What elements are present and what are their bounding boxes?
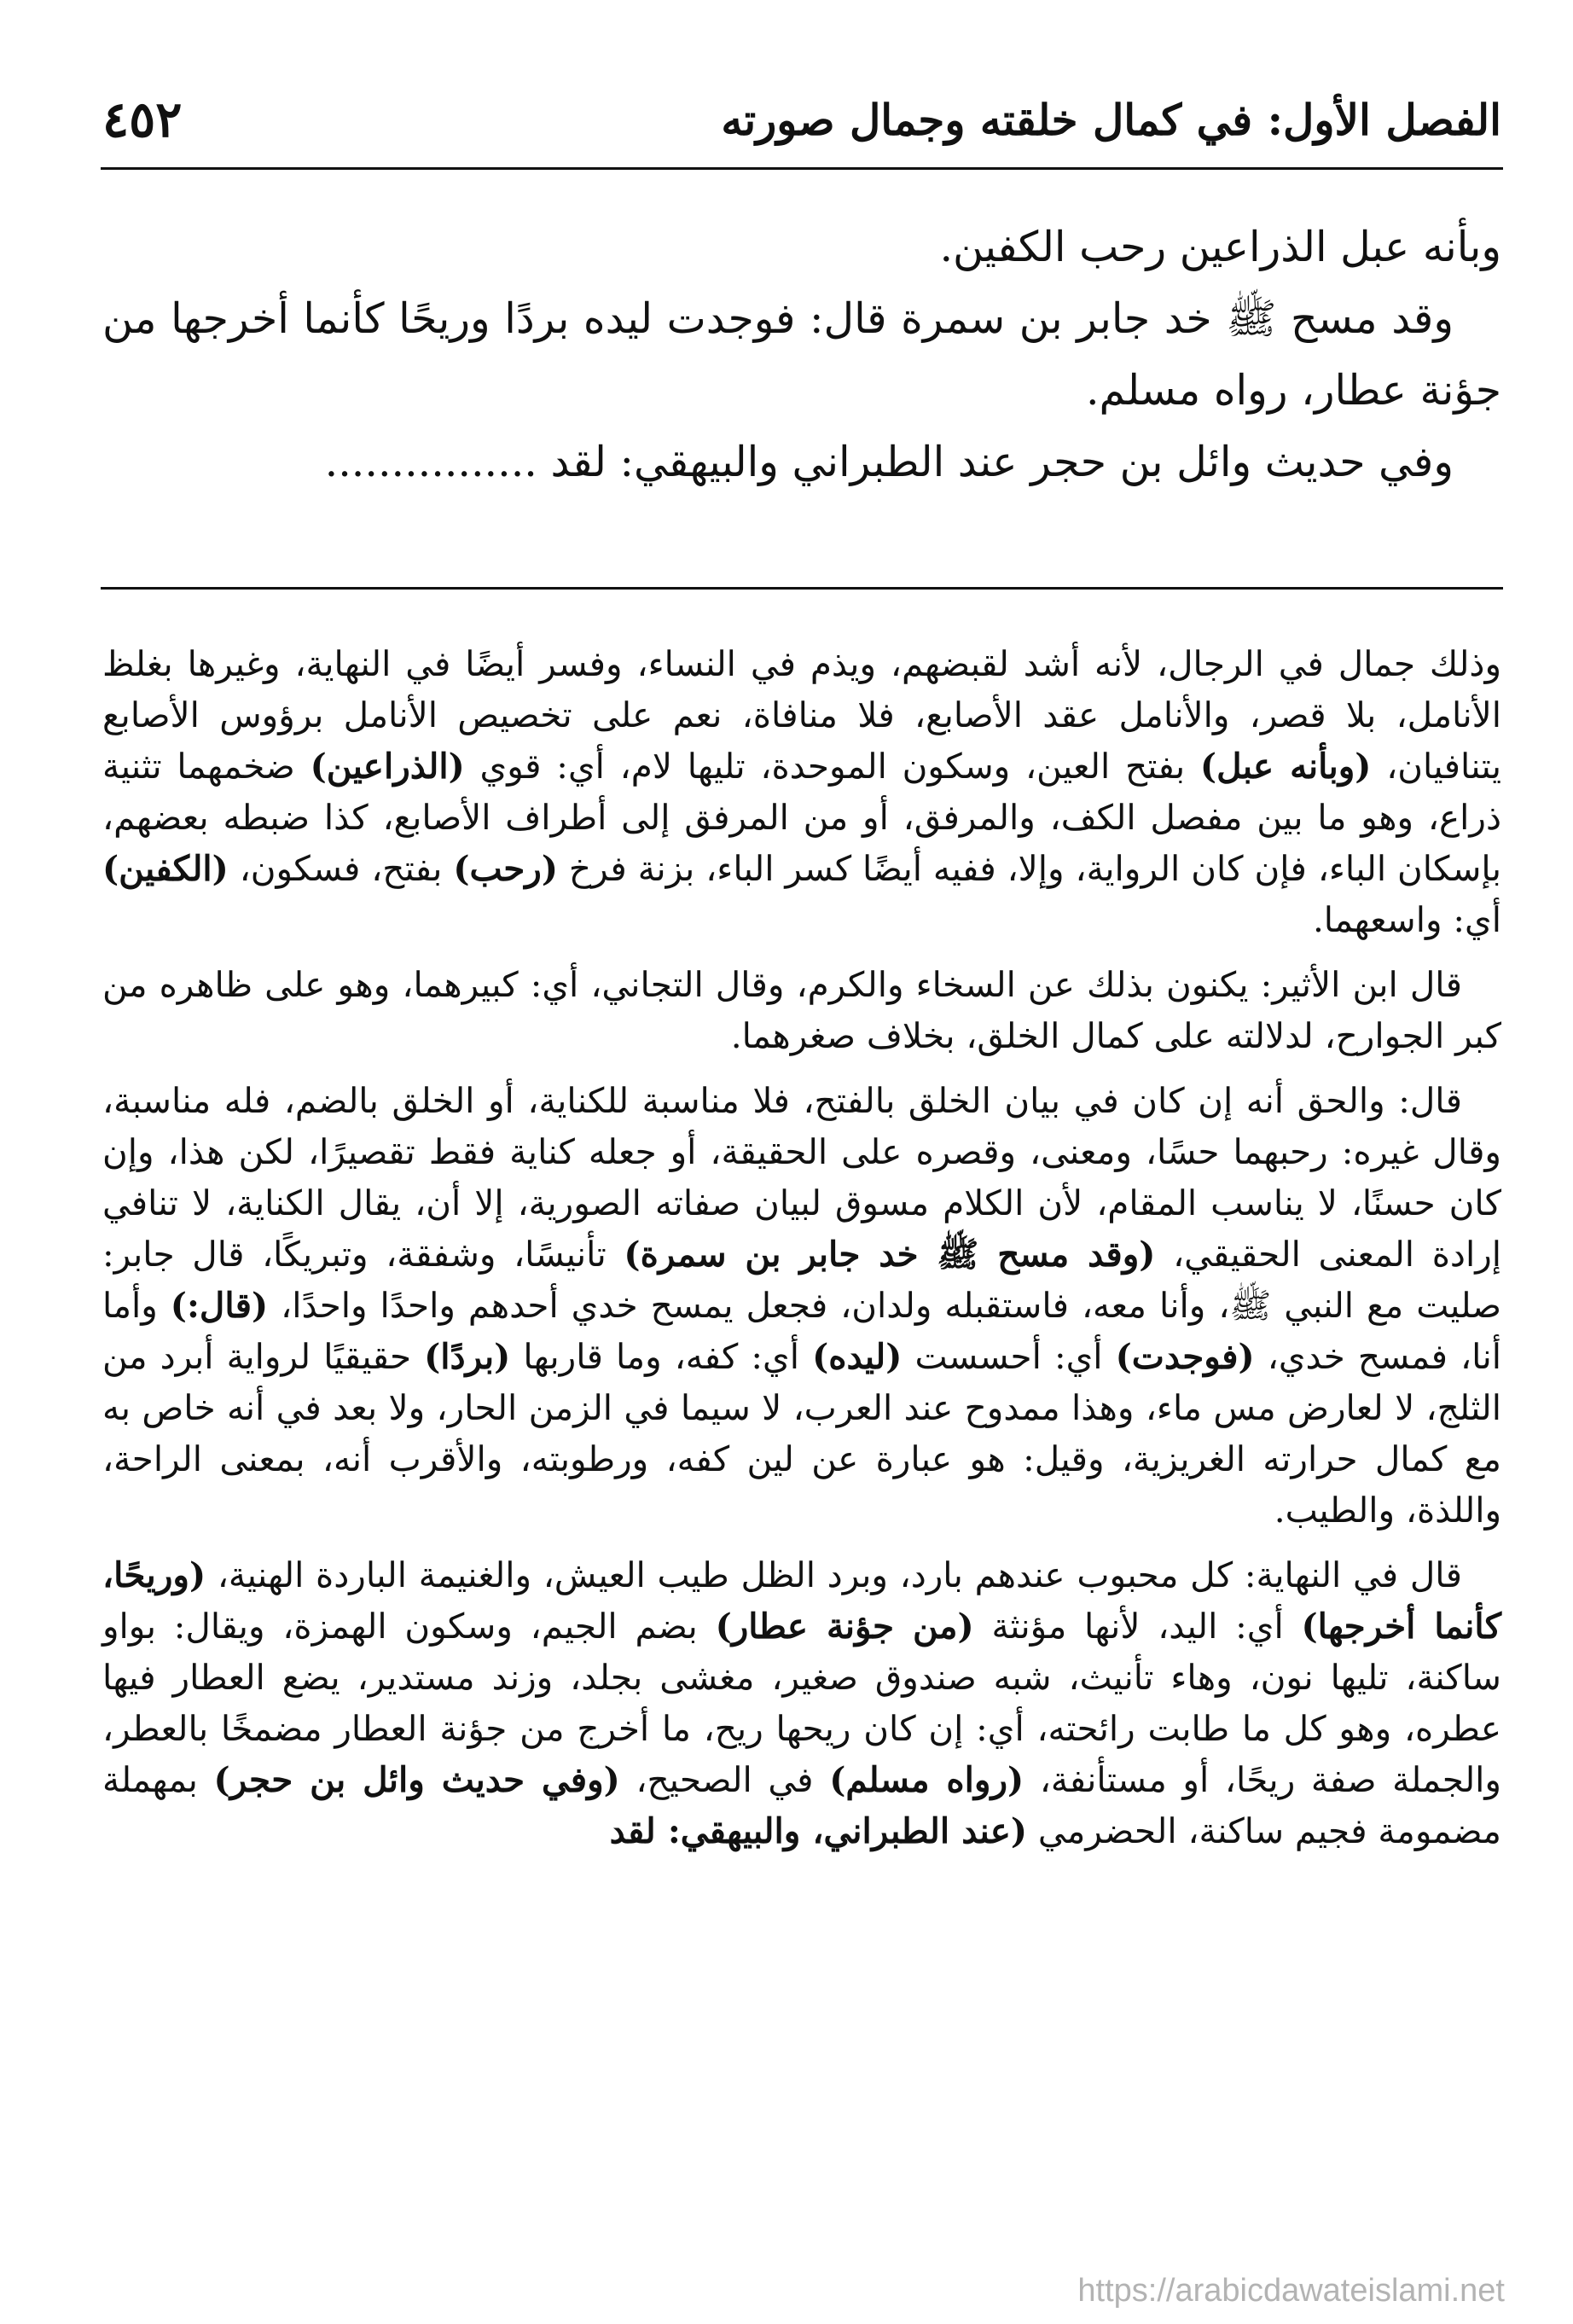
ellipsis-dots: ................ [324, 438, 537, 486]
header-divider [101, 167, 1503, 170]
commentary-paragraph: قال في النهاية: كل محبوب عندهم بارد، وبرد الظل طيب العيش، والغنيمة الباردة الهنية، (وريحًا، كأنما أخرجها) أي: اليد، لأنها مؤنثة (من جؤنة عطار) بضم الجيم، وسكون الهمزة، ويقال: بواو ساكنة، تليها نون، وهاء تأنيث، شبه صندوق صغير، مغشى بجلد، وزند مستدير، يضع العطار فيها عطره، وهو كل ما طابت رائحته، أي: إن كان ريحها ريح، ما أخرج من جؤنة العطار مضمخًا بالعطر، والجملة صفة ريحًا، أو مستأنفة، (رواه مسلم) في الصحيح، (وفي حديث وائل بن حجر) بمهملة مضمومة فجيم ساكنة، الحضرمي (عند الطبراني، والبيهقي: لقد [102, 1554, 1502, 1851]
bold-quote: (بردًا) [424, 1336, 511, 1377]
commentary-paragraph: قال: والحق أنه إن كان في بيان الخلق بالفتح، فلا مناسبة للكناية، أو الخلق بالضم، فله مناسبة، وقال غيره: رحبهما حسًا، ومعنى، وقصره على الحقيقة، أو جعله كناية فقط تقصيرًا، لكن هذا، وإن كان حسنًا، لا يناسب المقام، لأن الكلام مسوق لبيان صفاته الصورية، إلا أن، يقال الكناية، لا تنافي إرادة المعنى الحقيقي، (وقد مسح ﷺ خد جابر بن سمرة) تأنيسًا، وشفقة، وتبريكًا، قال جابر: صليت مع النبي ﷺ، وأنا معه، فاستقبله ولدان، فجعل يمسح خدي أحدهم واحدًا واحدًا، (قال:) وأما أنا، فمسح خدي، (فوجدت) أي: أحسست (ليده) أي: كفه، وما قاربها (بردًا) حقيقيًا لرواية أبرد من الثلج، لا لعارض مس ماء، وهذا ممدوح عند العرب، لا سيما في الزمن الحار، ولا بعد في أنه خاص به مع كمال حرارته الغريزية، وقيل: هو عبارة عن لين كفه، ورطوبته، والأقرب أنه، بمعنى الراحة، واللذة، والطيب. [102, 1080, 1502, 1531]
site-watermark: https://arabicdawateislami.net [1077, 2273, 1505, 2309]
bold-quote: (من جؤنة عطار) [715, 1606, 974, 1647]
bold-quote: (وريحًا، كأنما أخرجها) [102, 1554, 1502, 1647]
bold-quote: (رواه مسلم) [829, 1759, 1024, 1800]
main-text-line [102, 427, 1501, 498]
bold-quote: (الذراعين) [310, 746, 465, 787]
bold-quote: (ليده) [812, 1336, 903, 1377]
main-text-line: وبأنه عبل الذراعين رحب الكفين. [939, 223, 1501, 271]
commentary-paragraph: قال ابن الأثير: يكنون بذلك عن السخاء والكرم، وقال التجاني، أي: كبيرهما، وهو على ظاهره من كبر الجوارح، لدلالته على كمال الخلق، بخلاف صغرهما. [102, 964, 1501, 1056]
commentary [102, 638, 1501, 1870]
bold-quote: (قال:) [170, 1285, 269, 1326]
bold-quote: (فوجدت) [1115, 1336, 1255, 1377]
chapter-title: الفصل الأول: في كمال خلقته وجمال صورته [721, 94, 1501, 145]
bold-quote: (الكفين) [102, 848, 229, 889]
commentary-paragraph: وذلك جمال في الرجال، لأنه أشد لقبضهم، ويذم في النساء، وفسر أيضًا في النهاية، وغيرها بغلظ الأنامل، بلا قصر، والأنامل عقد الأصابع، فلا منافاة، نعم على تخصيص الأنامل برؤوس الأصابع يتنافيان، (وبأنه عبل) بفتح العين، وسكون الموحدة، تليها لام، أي: قوي (الذراعين) ضخمهما تثنية ذراع، وهو ما بين مفصل الكف، والمرفق، أو من المرفق إلى أطراف الأصابع، كذا ضبطه بعضهم، بإسكان الباء، فإن كان الرواية، وإلا، ففيه أيضًا كسر الباء، بزنة فرخ (رحب) بفتح، فسكون، (الكفين) أي: واسعهما. [102, 643, 1502, 940]
bold-quote: (وبأنه عبل) [1199, 746, 1372, 787]
bold-quote: (وفي حديث وائل بن حجر) [213, 1759, 620, 1800]
bold-quote: (عند الطبراني، والبيهقي: لقد [609, 1810, 1028, 1851]
main-text [102, 212, 1501, 498]
page-number: ٤٥٢ [102, 90, 183, 148]
bold-quote: (رحب) [453, 848, 559, 889]
bold-quote: (وقد مسح ﷺ خد جابر بن سمرة) [624, 1234, 1156, 1275]
main-text-segment: وفي حديث وائل بن حجر عند الطبراني والبيهقي: لقد [550, 438, 1454, 486]
main-text-line: وقد مسح ﷺ خد جابر بن سمرة قال: فوجدت ليده بردًا وريحًا كأنما أخرجها من جؤنة عطار، رواه مسلم. [102, 294, 1501, 415]
footnote-divider [101, 587, 1503, 590]
page-header [102, 84, 1501, 155]
